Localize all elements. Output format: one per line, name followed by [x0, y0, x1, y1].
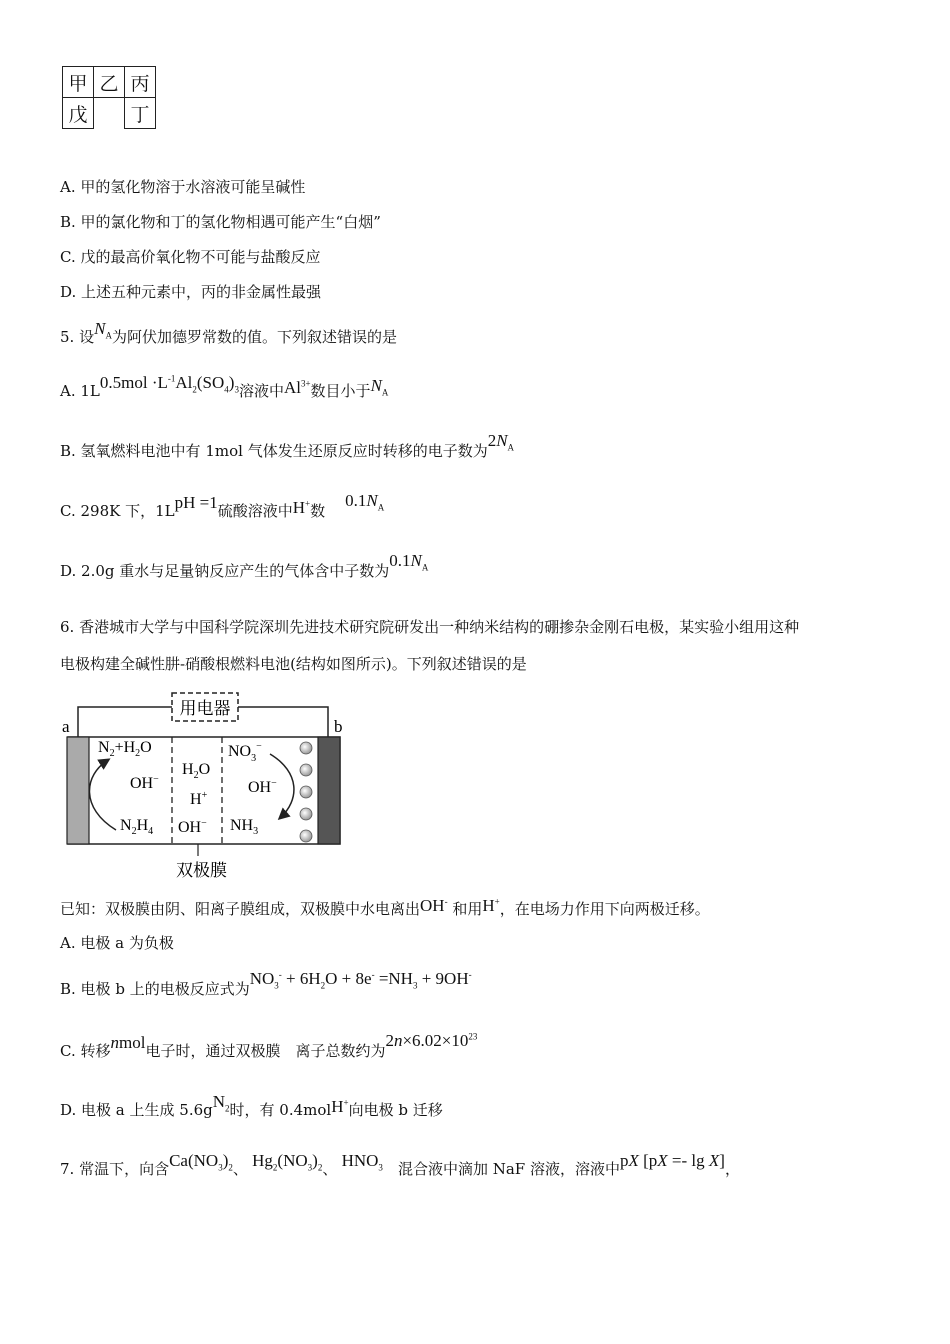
wire-right — [238, 707, 328, 737]
q6-stem-line2: 电极构建全碱性肼-硝酸根燃料电池(结构如图所示)。下列叙述错误的是 — [60, 655, 527, 673]
svg-text:NO3−: $NO_3^-$ — [228, 741, 262, 764]
electrode-b — [318, 737, 340, 844]
q5-stem: 5. 设$N_A$为阿伏加德罗常数的值。下列叙述错误的是 — [60, 319, 397, 346]
q5-stem-pre: 5. 设 — [60, 328, 95, 346]
cell-ding: 丁 — [125, 98, 156, 129]
element-position-table — [62, 66, 156, 129]
q4-option-c: C. 戊的最高价氧化物不可能与盐酸反应 — [60, 248, 321, 266]
cell-yi: 乙 — [94, 67, 125, 98]
electrode-b-label: b — [334, 717, 343, 736]
q5-option-c: C. 298K 下，1LpH =1硫酸溶液中H+数$0.1N_A$ — [60, 491, 385, 520]
q5-stem-post: 为阿伏加德罗常数的值。下列叙述错误的是 — [111, 328, 397, 346]
svg-text:OH−: OH− — [178, 818, 207, 836]
q6-option-d: D. 电极 a 上生成 $5.6gN_2$时，有 0.4molH+向电极 b 迁移 — [60, 1092, 443, 1119]
q6-option-b: B. 电极 b 上的电极反应式为$NO_3^- + 6H_2O + 8e^- =NH_3 + 9OH^-$ — [60, 969, 472, 998]
svg-text:H2O: $H_2O$ — [182, 761, 211, 781]
electrode-a-label: a — [62, 717, 70, 736]
q4-option-b: B. 甲的氯化物和丁的氢化物相遇可能产生“白烟” — [60, 213, 381, 231]
q6-option-c: C. 转移nmol电子时，通过双极膜 离子总数约为$2n\times 6.02\times 10^{23}$ — [60, 1031, 478, 1060]
device-label: 用电器 — [179, 699, 231, 718]
q4-option-a: A. 甲的氢化物溶于水溶液可能呈碱性 — [60, 178, 306, 196]
svg-text:H+: H+ — [190, 790, 208, 808]
svg-text:NH3: $NH_3$ — [230, 817, 259, 837]
svg-text:N2+H2O: $N_2+H_2O$ — [98, 739, 152, 759]
wire-left — [78, 707, 172, 737]
cell-bing: 丙 — [125, 67, 156, 98]
svg-text:OH−: OH− — [130, 774, 159, 792]
q4-option-d: D. 上述五种元素中，丙的非金属性最强 — [60, 283, 322, 301]
q5-option-d: D. 2.0g 重水与足量钠反应产生的气体含中子数为$0.1N_A$ — [60, 551, 429, 580]
cell-jia: 甲 — [63, 67, 94, 98]
electrode-a — [67, 737, 89, 844]
cell-wu: 戊 — [63, 98, 94, 129]
fuel-cell-diagram — [58, 690, 358, 882]
q5-option-a: A. $1L0.5mol \cdot L^{-1}Al_2(SO_4)_3$溶液中$Al^{3+}$数目小于$N_A$ — [60, 373, 389, 400]
svg-text:N2H4: $N_2H_4$ — [120, 817, 154, 837]
q6-option-a: A. 电极 a 为负极 — [60, 934, 174, 952]
q5-option-b: B. 氢氧燃料电池中有 1mol 气体发生还原反应时转移的电子数为$2N_A$ — [60, 431, 515, 460]
q7-stem: 7. 常温下，向含$Ca(NO_3)_2$、 $Hg_2(NO_3)_2$、 $HNO_3$ 混合液中滴加 NaF 溶液，溶液中pX [pX =- lg X]， — [60, 1151, 740, 1178]
q6-known: 已知：双极膜由阴、阳离子膜组成，双极膜中水电离出OH- 和用H+，在电场力作用下向两极迁移。 — [60, 896, 710, 918]
q6-stem-line1: 6. 香港城市大学与中国科学院深圳先进技术研究院研发出一种纳米结构的硼掺杂金刚石电极，某实验小组用这种 — [60, 618, 800, 636]
membrane-label: 双极膜 — [176, 861, 227, 880]
svg-text:OH−: OH− — [248, 778, 277, 796]
cell-empty — [94, 98, 125, 129]
